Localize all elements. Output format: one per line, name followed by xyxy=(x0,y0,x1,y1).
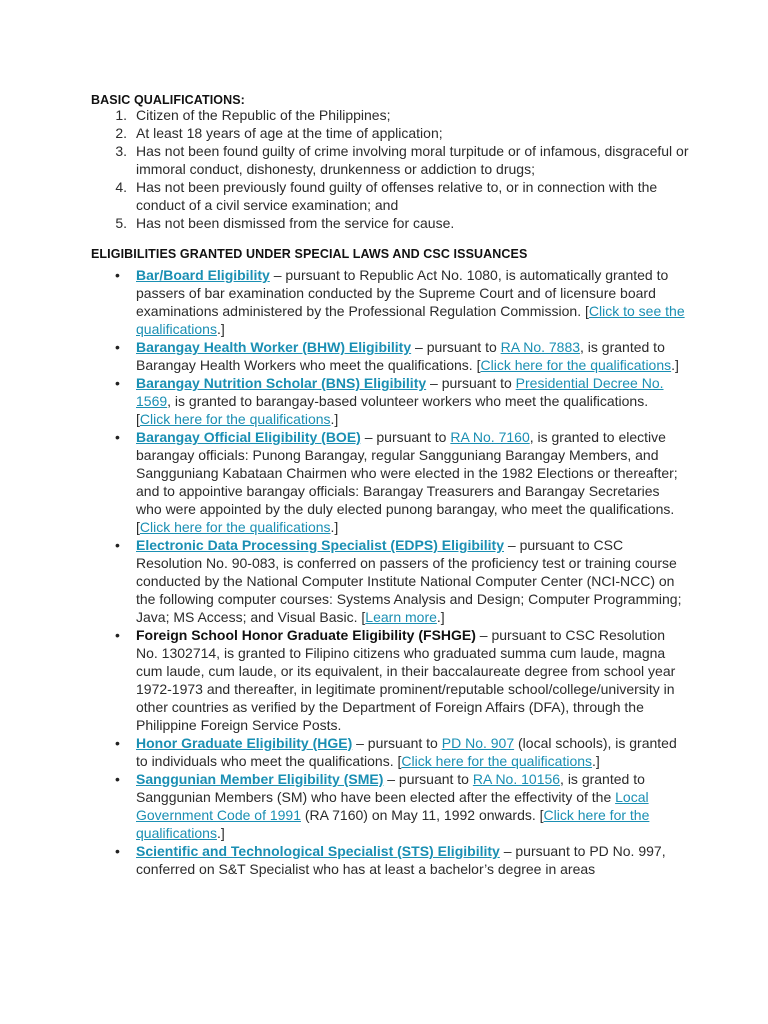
list-item xyxy=(91,178,691,214)
bullet-icon: • xyxy=(115,627,120,643)
bns-qualifications-link[interactable]: Click here for the qualifications xyxy=(139,411,331,427)
sts-text: – pursuant to PD No. 997, conferred on S&T Specialist who has at least a bachelor’s degree in areas xyxy=(136,843,666,877)
local-government-code-link[interactable]: Local Government Code of 1991 xyxy=(136,789,649,823)
eligibility-fshge xyxy=(91,626,686,734)
closing-bracket: .] xyxy=(330,519,339,535)
item-text: Has not been found guilty of crime involving moral turpitude or of infamous, disgraceful or immoral conduct, dishonesty, drunkenness or addiction to drugs; xyxy=(136,143,689,177)
sme-text-3: (RA 7160) on May 11, 1992 onwards. [ xyxy=(301,807,544,823)
closing-bracket: .] xyxy=(330,411,339,427)
pd-1569-link[interactable]: Presidential Decree No. 1569 xyxy=(136,375,664,409)
fshge-text: – pursuant to CSC Resolution No. 1302714, is granted to Filipino citizens who graduated summa cum laude, magna cum laude, cum laude, or its equivalent, in their baccalaureate degree from school year 1972-1973 and thereafter, in legitimate prominent/reputable school/college/university in other countries as verified by the Department of Foreign Affairs (DFA), through the Philippine Foreign Service Posts. xyxy=(136,627,676,733)
bullet-icon: • xyxy=(115,735,120,751)
edps-eligibility-link[interactable]: Electronic Data Processing Specialist (EDPS) Eligibility xyxy=(136,537,504,553)
boe-eligibility-link[interactable]: Barangay Official Eligibility (BOE) xyxy=(136,429,361,445)
boe-qualifications-link[interactable]: Click here for the qualifications xyxy=(139,519,331,535)
closing-bracket: .] xyxy=(216,825,225,841)
item-text: Citizen of the Republic of the Philippines; xyxy=(136,107,391,123)
bullet-icon: • xyxy=(115,843,120,859)
sme-eligibility-link[interactable]: Sanggunian Member Eligibility (SME) xyxy=(136,771,384,787)
eligibility-bhw xyxy=(91,338,686,374)
bullet-icon: • xyxy=(115,537,120,553)
item-number: 2. xyxy=(115,125,127,141)
bullet-icon: • xyxy=(115,339,120,355)
bar-board-eligibility-link[interactable]: Bar/Board Eligibility xyxy=(136,267,270,283)
bhw-text: – pursuant to xyxy=(411,339,501,355)
item-text: At least 18 years of age at the time of application; xyxy=(136,125,443,141)
eligibility-boe xyxy=(91,428,686,536)
eligibility-bar-board xyxy=(91,266,686,338)
basic-qualifications-list xyxy=(91,106,691,232)
list-item xyxy=(91,142,691,178)
sme-text-2: , is granted to Sanggunian Members (SM) who have been elected after the effectivity of the xyxy=(136,771,645,805)
eligibility-sme xyxy=(91,770,686,842)
bns-text-2: , is granted to barangay-based volunteer workers who meet the qualifications. [ xyxy=(136,393,649,427)
sme-text: – pursuant to xyxy=(383,771,473,787)
eligibility-bns xyxy=(91,374,686,428)
edps-text: – pursuant to CSC Resolution No. 90-083, is conferred on passers of the proficiency test or training course conducted by the National Computer Institute National Computer Center (NCI-NCC) on the following computer courses: Systems Analysis and Design; Computer Programming; Java; MS Access; and Visual Basic. [ xyxy=(136,537,682,625)
boe-text-2: , is granted to elective barangay officials: Punong Barangay, regular Sangguniang Barangay Members, and Sangguniang Kabataan Chairmen who were elected in the 1982 Elections or thereafter; and to appointive barangay officials: Barangay Treasurers and Barangay Secretaries who were appointed by the duly elected punong barangay, who meet the qualifications. [ xyxy=(136,429,678,535)
bullet-icon: • xyxy=(115,771,120,787)
fshge-title: Foreign School Honor Graduate Eligibility (FSHGE) xyxy=(136,627,476,643)
eligibilities-heading: ELIGIBILITIES GRANTED UNDER SPECIAL LAWS AND CSC ISSUANCES xyxy=(91,247,528,261)
bns-text: – pursuant to xyxy=(426,375,516,391)
item-text: Has not been previously found guilty of offenses relative to, or in connection with the conduct of a civil service examination; and xyxy=(136,179,658,213)
bhw-text-2: , is granted to Barangay Health Workers who meet the qualifications. [ xyxy=(136,339,665,373)
bar-board-qualifications-link[interactable]: Click to see the qualifications xyxy=(136,303,685,337)
eligibility-sts xyxy=(91,842,686,878)
bhw-qualifications-link[interactable]: Click here for the qualifications xyxy=(480,357,672,373)
hge-text: – pursuant to xyxy=(352,735,442,751)
ra-10156-link[interactable]: RA No. 10156 xyxy=(472,771,561,787)
eligibility-edps xyxy=(91,536,686,626)
item-number: 1. xyxy=(115,107,127,123)
closing-bracket: .] xyxy=(671,357,679,373)
boe-text: – pursuant to xyxy=(360,429,451,445)
closing-bracket: .] xyxy=(216,321,225,337)
list-item xyxy=(91,214,691,232)
bhw-eligibility-link[interactable]: Barangay Health Worker (BHW) Eligibility xyxy=(136,339,412,355)
bns-eligibility-link[interactable]: Barangay Nutrition Scholar (BNS) Eligibility xyxy=(136,375,427,391)
bullet-icon: • xyxy=(115,429,120,445)
pd-907-link[interactable]: PD No. 907 xyxy=(441,735,515,751)
eligibility-hge xyxy=(91,734,686,770)
list-item xyxy=(91,106,691,124)
ra-7883-link[interactable]: RA No. 7883 xyxy=(500,339,581,355)
item-number: 4. xyxy=(115,179,127,195)
list-item xyxy=(91,124,691,142)
hge-qualifications-link[interactable]: Click here for the qualifications xyxy=(401,753,593,769)
sme-qualifications-link[interactable]: Click here for the qualifications xyxy=(136,807,650,841)
closing-bracket: .] xyxy=(436,609,445,625)
eligibilities-list xyxy=(91,266,686,878)
closing-bracket: .] xyxy=(592,753,600,769)
item-number: 5. xyxy=(115,215,127,231)
item-number: 3. xyxy=(115,143,127,159)
hge-text-2: (local schools), is granted to individuals who meet the qualifications. [ xyxy=(136,735,677,769)
item-text: Has not been dismissed from the service for cause. xyxy=(136,215,455,231)
basic-qualifications-heading: BASIC QUALIFICATIONS: xyxy=(91,93,245,107)
ra-7160-link[interactable]: RA No. 7160 xyxy=(450,429,530,445)
sts-eligibility-link[interactable]: Scientific and Technological Specialist (STS) Eligibility xyxy=(136,843,500,859)
bullet-icon: • xyxy=(115,267,120,283)
edps-learn-more-link[interactable]: Learn more xyxy=(365,609,437,625)
hge-eligibility-link[interactable]: Honor Graduate Eligibility (HGE) xyxy=(136,735,353,751)
bullet-icon: • xyxy=(115,375,120,391)
bar-board-text: – pursuant to Republic Act No. 1080, is automatically granted to passers of bar examination conducted by the Supreme Court and of licensure board examinations administered by the Professional Regulation Commission. [ xyxy=(136,267,669,319)
